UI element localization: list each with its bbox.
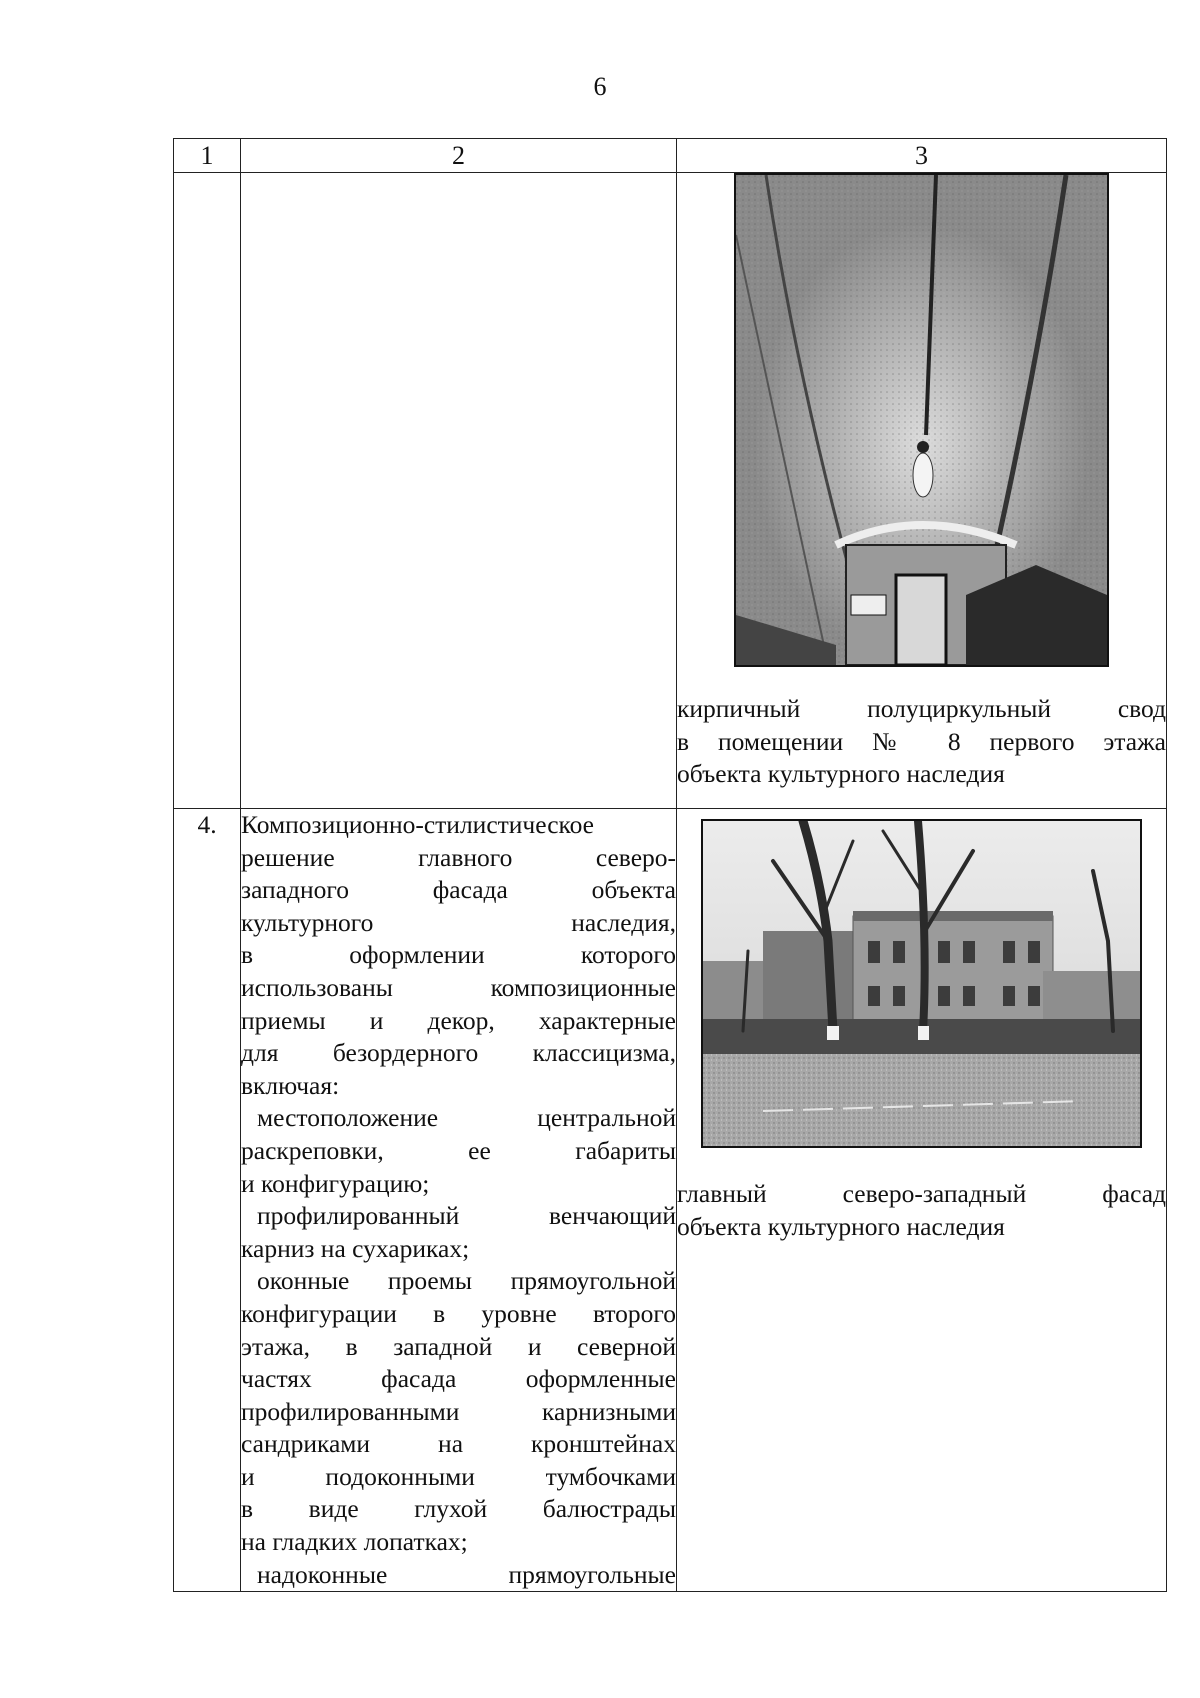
row-number <box>174 173 241 809</box>
row-description <box>241 809 677 1592</box>
facade-photo <box>701 819 1142 1148</box>
description-line: Композиционно-стилистическое <box>241 810 594 839</box>
caption-line: кирпичный полуциркульный свод <box>677 694 1166 723</box>
column-header-3: 3 <box>677 139 1167 173</box>
description-line: культурного наследия, <box>241 907 676 937</box>
description-line: приемы и декор, характерные <box>241 1005 676 1035</box>
photo-caption <box>677 693 1166 791</box>
description-line: в оформлении которого <box>241 940 676 970</box>
description-line: и конфигурацию; <box>241 1168 430 1198</box>
description-line: сандриками на кронштейнах <box>241 1429 676 1459</box>
description-line: частях фасада оформленные <box>241 1364 676 1394</box>
row-number: 4. <box>174 809 241 1592</box>
row-photo-cell <box>677 173 1167 809</box>
description-line: профилированными карнизными <box>241 1396 676 1426</box>
description-line: карниз на сухариках; <box>241 1233 470 1263</box>
description-line: для безордерного классицизма, <box>241 1038 676 1068</box>
photo-caption <box>677 1178 1166 1243</box>
caption-line: главный северо-западный фасад <box>677 1179 1166 1208</box>
description-line: конфигурации в уровне второго <box>241 1298 676 1328</box>
description-line: надоконные прямоугольные <box>257 1559 676 1589</box>
description-line: этажа, в западной и северной <box>241 1331 676 1361</box>
column-header-2: 2 <box>241 139 677 173</box>
description-line: на гладких лопатках; <box>241 1527 468 1557</box>
description-line: западного фасада объекта <box>241 875 676 905</box>
row-description <box>241 173 677 809</box>
table-row <box>174 809 1167 1592</box>
column-header-1: 1 <box>174 139 241 173</box>
description-line: профилированный венчающий <box>257 1201 676 1231</box>
caption-line: в помещении № 8 первого этажа <box>677 726 1166 756</box>
table-header-row <box>174 139 1167 173</box>
page-number: 6 <box>593 72 607 101</box>
row-photo-cell <box>677 809 1167 1592</box>
description-line: использованы композиционные <box>241 972 676 1002</box>
heritage-table <box>173 138 1167 1592</box>
caption-line: объекта культурного наследия <box>677 1211 1005 1241</box>
description-line: раскреповки, ее габариты <box>241 1135 676 1165</box>
vault-photo <box>734 173 1109 667</box>
description-line: местоположение центральной <box>257 1103 676 1133</box>
table-row <box>174 173 1167 809</box>
description-line: и подоконными тумбочками <box>241 1461 676 1491</box>
description-line: в виде глухой балюстрады <box>241 1494 676 1524</box>
caption-line: объекта культурного наследия <box>677 759 1005 789</box>
description-line: включая: <box>241 1070 340 1100</box>
description-line: решение главного северо- <box>241 842 676 872</box>
description-line: оконные проемы прямоугольной <box>257 1266 676 1296</box>
